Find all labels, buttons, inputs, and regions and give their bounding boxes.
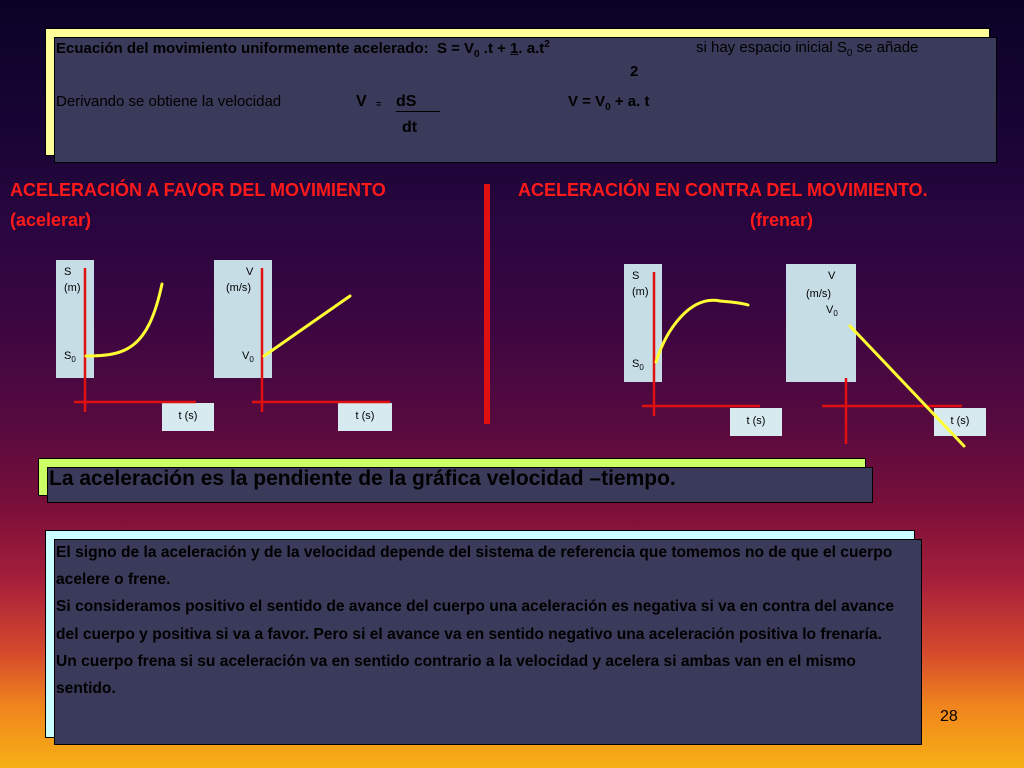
dt-denominator: dt: [402, 119, 418, 136]
graph2-t-box: t (s): [338, 403, 392, 431]
page-number: 28: [940, 708, 958, 725]
graph3-s-label: S: [632, 270, 640, 282]
summary-text: La aceleración es la pendiente de la gráfica velocidad –tiempo.: [49, 467, 676, 490]
explain-paragraph-1: El signo de la aceleración y de la velocidad depende del sistema de referencia que tomemos no de que el cuerpo acelere o frene.: [56, 544, 893, 589]
summary-box: [38, 458, 866, 496]
graph1-s-unit: (m): [64, 282, 81, 294]
graph2-v-unit: (m/s): [226, 282, 252, 294]
graph4-v-unit: (m/s): [806, 288, 832, 300]
equation-box: [45, 28, 990, 156]
graph4-t-box: t (s): [934, 408, 986, 436]
graph3-position-curve: [656, 300, 748, 362]
initial-space-note: si hay espacio inicial $S_0$ se añade: [696, 39, 919, 59]
graph3-t-box: t (s): [730, 408, 782, 436]
graph1-position-curve: [86, 284, 162, 356]
derivation-label: Derivando se obtiene la velocidad: [56, 93, 282, 110]
explain-paragraph-2: Si consideramos positivo el sentido de avance del cuerpo una aceleración es negativa si va en contra del avance del cuerpo y positiva si va a favor. Pero si el avance va en sentido negativo una aceleración positiva lo frenaría.: [56, 598, 895, 643]
left-title: ACELERACIÓN A FAVOR DEL MOVIMIENTO: [10, 180, 386, 200]
explain-paragraph-3: Un cuerpo frena si su aceleración va en sentido contrario a la velocidad y acelera si ambas van en el mismo sentido.: [56, 652, 856, 698]
v-symbol: V: [356, 93, 367, 110]
graph2-velocity-line: [264, 296, 350, 356]
equals-small: =: [376, 99, 382, 109]
graph1-s-label: S: [64, 266, 72, 278]
ds-numerator: dS: [396, 93, 440, 112]
right-title: ACELERACIÓN EN CONTRA DEL MOVIMIENTO.: [518, 180, 928, 200]
explanation-box: [45, 530, 915, 738]
equation-line-1: Ecuación del movimiento uniformemente acelerado: $S = V_0$ .t + 1. $a.t^2$: [56, 39, 550, 60]
graph1-s0-label: $S_0$: [64, 350, 76, 365]
graph4-velocity-line: [850, 326, 964, 446]
graph3-s-unit: (m): [632, 286, 649, 298]
fraction-denominator: 2: [630, 63, 639, 80]
graph4-v0-label: $V_0$: [826, 304, 838, 319]
graph1-t-box: t (s): [162, 403, 214, 431]
graph3-s0-label: $S_0$: [632, 358, 644, 373]
graph2-v0-label: $V_0$: [242, 350, 254, 365]
velocity-equation: $V = V_0 + a$. t: [568, 93, 650, 113]
graph4-v-label: V: [828, 270, 836, 282]
left-subtitle: (acelerar): [10, 210, 92, 230]
right-subtitle: (frenar): [750, 210, 814, 230]
graph2-v-label: V: [246, 266, 254, 278]
